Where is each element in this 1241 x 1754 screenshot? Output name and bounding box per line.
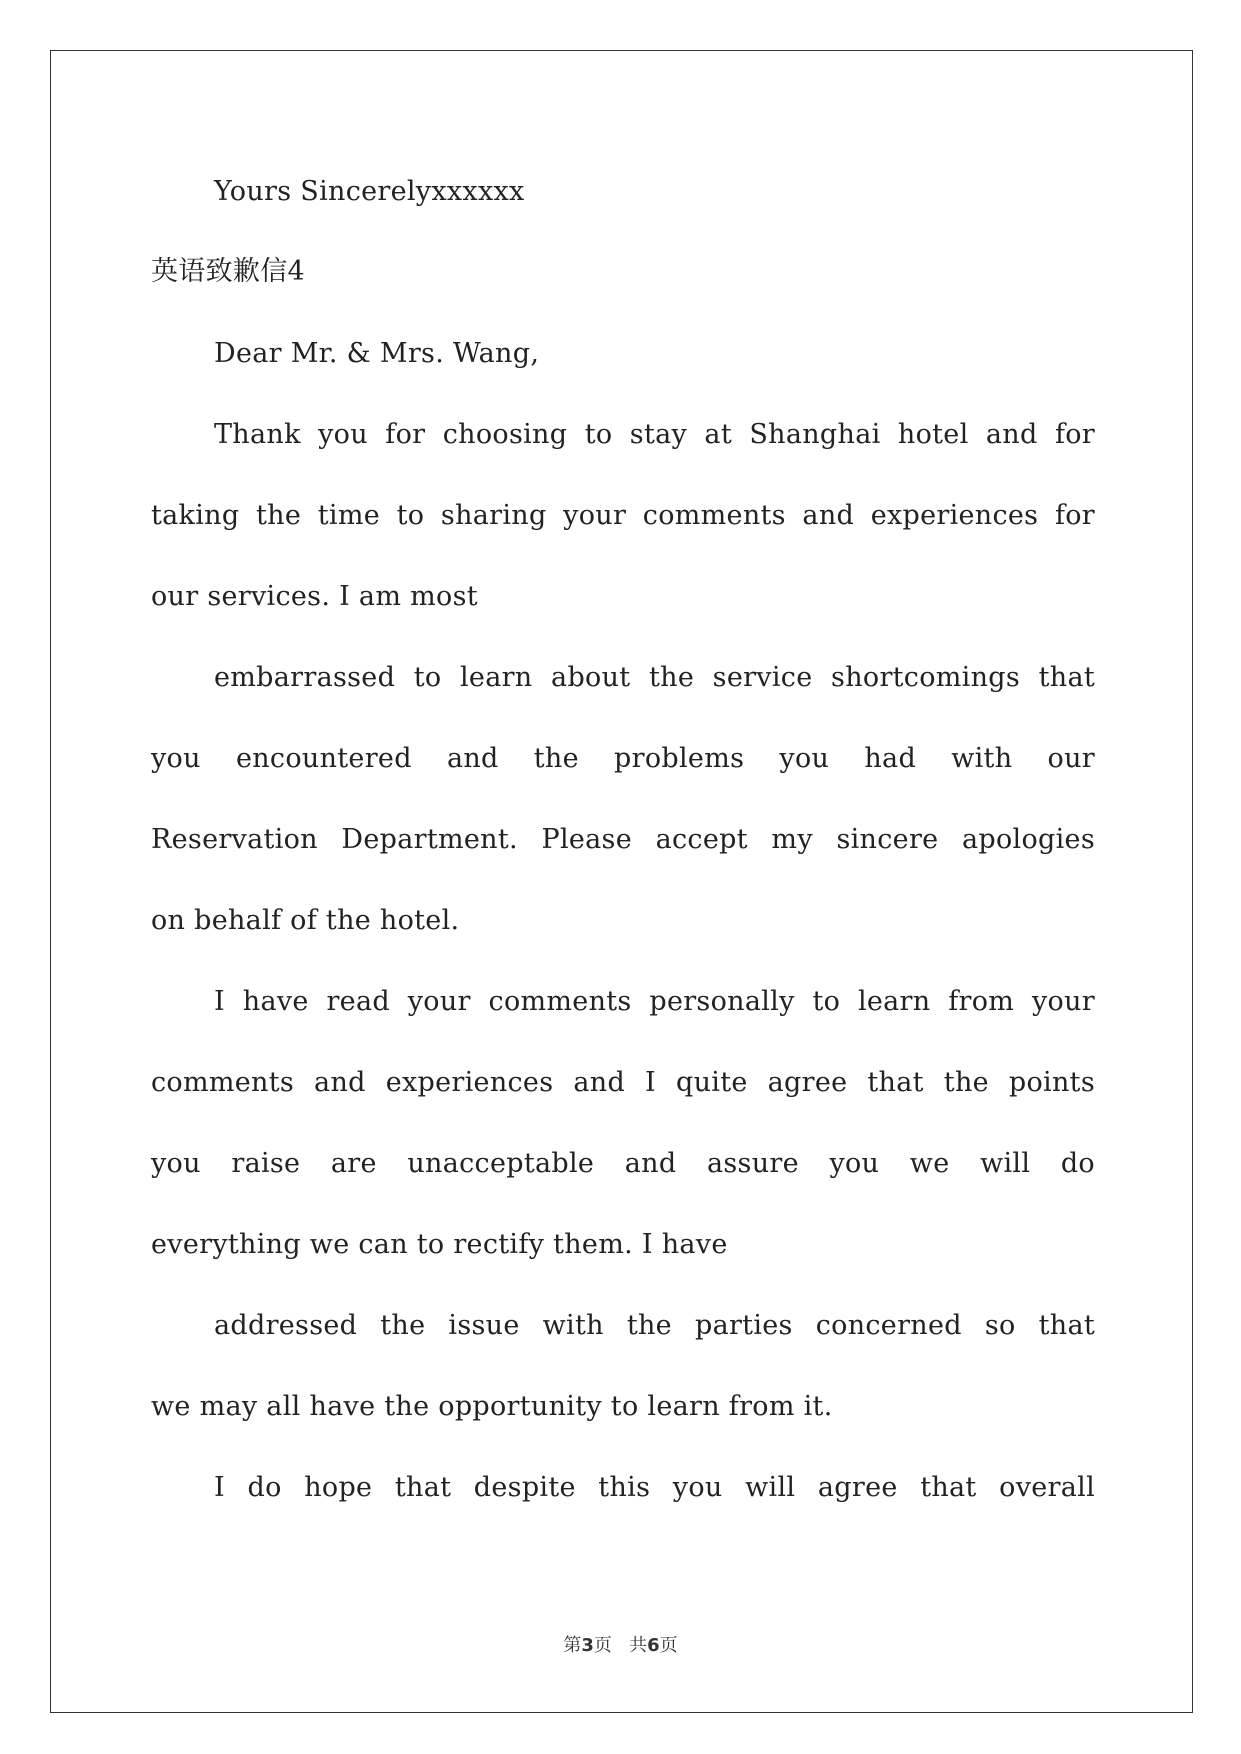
total-page-count: 6	[647, 1635, 660, 1656]
body-line: everything we can to rectify them. I have	[151, 1229, 728, 1260]
page-footer	[0, 1635, 1241, 1657]
page-label-middle: 页 共	[593, 1635, 648, 1656]
body-line: addressed the issue with the parties concerned so that	[214, 1310, 1095, 1341]
page-label-prefix: 第	[563, 1635, 582, 1656]
closing-line: Yours Sincerelyxxxxxx	[214, 176, 525, 207]
salutation: Dear Mr. & Mrs. Wang,	[214, 338, 540, 369]
body-line: you encountered and the problems you had with our	[151, 743, 1095, 774]
body-line: I do hope that despite this you will agree that overall	[214, 1472, 1095, 1503]
current-page-number: 3	[581, 1635, 594, 1656]
page-frame	[50, 50, 1193, 1713]
body-line: comments and experiences and I quite agree that the points	[151, 1067, 1095, 1098]
section-heading: 英语致歉信4	[151, 256, 305, 287]
page-label-suffix: 页	[659, 1635, 678, 1656]
body-line: we may all have the opportunity to learn from it.	[151, 1391, 833, 1422]
body-line: Thank you for choosing to stay at Shanghai hotel and for	[214, 419, 1095, 450]
body-line: you raise are unacceptable and assure you we will do	[151, 1148, 1095, 1179]
body-line: our services. I am most	[151, 581, 478, 612]
body-line: taking the time to sharing your comments and experiences for	[151, 500, 1095, 531]
body-line: Reservation Department. Please accept my sincere apologies	[151, 824, 1095, 855]
body-line: on behalf of the hotel.	[151, 905, 460, 936]
body-line: embarrassed to learn about the service shortcomings that	[214, 662, 1095, 693]
body-line: I have read your comments personally to learn from your	[214, 986, 1095, 1017]
